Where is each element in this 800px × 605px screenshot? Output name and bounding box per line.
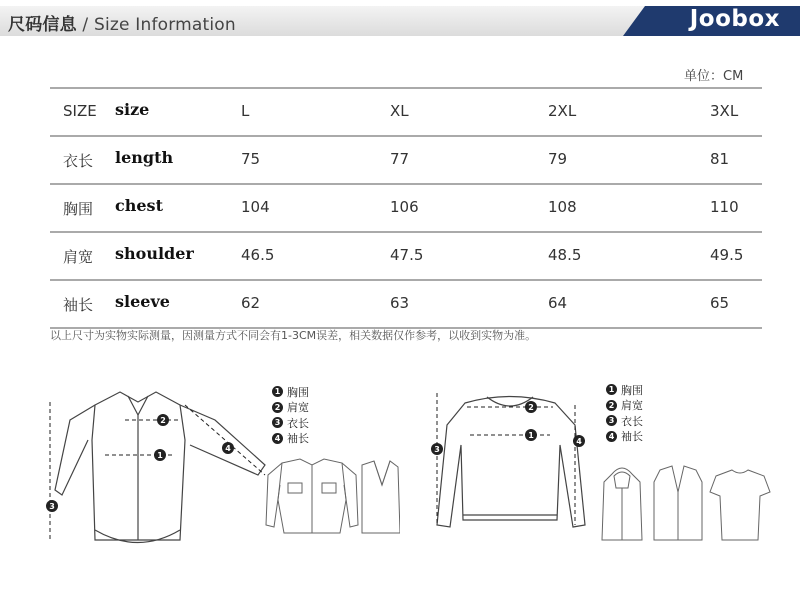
marker-3: 3 [49, 502, 55, 511]
brand-banner [615, 0, 800, 40]
legend-label: 衣长 [621, 414, 643, 428]
table-row [50, 183, 762, 231]
row-label-cn: SIZE [63, 102, 97, 120]
table-cell: 104 [241, 198, 270, 216]
table-row [50, 135, 762, 183]
legend-item [272, 384, 309, 400]
marker-3: 3 [434, 445, 440, 454]
table-cell: 47.5 [390, 246, 424, 264]
table-cell: 110 [710, 198, 739, 216]
page-title [8, 10, 236, 35]
legend-left [272, 384, 309, 446]
table-cell: 65 [710, 294, 730, 312]
measurement-illustrations [0, 370, 800, 605]
size-table [50, 87, 762, 329]
legend-number: 1 [606, 384, 617, 395]
table-cell: 79 [548, 150, 568, 168]
legend-label: 肩宽 [287, 401, 309, 415]
row-label-cn: 肩宽 [63, 248, 94, 266]
jacket-sketches [262, 455, 400, 540]
marker-2: 2 [528, 403, 534, 412]
title-separator: / [76, 15, 94, 35]
table-row [50, 87, 762, 135]
row-label-en: length [115, 148, 174, 167]
table-cell: 106 [390, 198, 419, 216]
legend-label: 肩宽 [621, 399, 643, 413]
table-cell: 49.5 [710, 246, 744, 264]
row-label-en: shoulder [115, 244, 194, 263]
legend-item [606, 413, 643, 429]
measurement-note: 以上尺寸为实物实际测量，因测量方式不同会有1-3CM误差，相关数据仅作参考，以收到实物为准。 [50, 329, 537, 342]
table-cell: L [241, 102, 250, 120]
legend-item [272, 400, 309, 416]
legend-label: 胸围 [621, 383, 643, 397]
legend-item [606, 398, 643, 414]
table-cell: 81 [710, 150, 730, 168]
legend-label: 衣长 [287, 416, 309, 430]
legend-number: 4 [272, 433, 283, 444]
legend-right [606, 382, 643, 444]
legend-number: 2 [606, 400, 617, 411]
table-row [50, 231, 762, 279]
marker-4: 4 [225, 444, 231, 453]
table-cell: 77 [390, 150, 410, 168]
table-cell: 46.5 [241, 246, 275, 264]
row-label-cn: 胸围 [63, 200, 94, 218]
unit-label: 单位：CM [684, 69, 744, 84]
legend-item [272, 431, 309, 447]
legend-item [272, 415, 309, 431]
shirt-diagram [40, 380, 280, 555]
marker-1: 1 [157, 451, 163, 460]
table-cell: 62 [241, 294, 261, 312]
title-en: Size Information [93, 15, 236, 35]
row-label-en: size [115, 100, 150, 119]
brand-logo: Joobox [689, 6, 780, 32]
legend-number: 2 [272, 402, 283, 413]
row-label-en: sleeve [115, 292, 170, 311]
marker-1: 1 [528, 431, 534, 440]
table-cell: 2XL [548, 102, 577, 120]
row-label-cn: 袖长 [63, 296, 94, 314]
legend-item [606, 429, 643, 445]
table-cell: 63 [390, 294, 410, 312]
marker-4: 4 [576, 437, 582, 446]
table-cell: XL [390, 102, 409, 120]
legend-label: 胸围 [287, 385, 309, 399]
legend-label: 袖长 [621, 430, 643, 444]
table-cell: 64 [548, 294, 568, 312]
table-row [50, 279, 762, 329]
garment-sketches [598, 462, 773, 547]
title-cn: 尺码信息 [8, 15, 77, 35]
table-cell: 3XL [710, 102, 739, 120]
legend-number: 4 [606, 431, 617, 442]
legend-number: 1 [272, 386, 283, 397]
legend-number: 3 [606, 415, 617, 426]
table-cell: 48.5 [548, 246, 582, 264]
marker-2: 2 [160, 416, 166, 425]
table-cell: 108 [548, 198, 577, 216]
table-cell: 75 [241, 150, 261, 168]
sweater-diagram [425, 385, 600, 550]
row-label-cn: 衣长 [63, 152, 94, 170]
legend-item [606, 382, 643, 398]
legend-label: 袖长 [287, 432, 309, 446]
row-label-en: chest [115, 196, 163, 215]
header [0, 0, 800, 40]
legend-number: 3 [272, 417, 283, 428]
